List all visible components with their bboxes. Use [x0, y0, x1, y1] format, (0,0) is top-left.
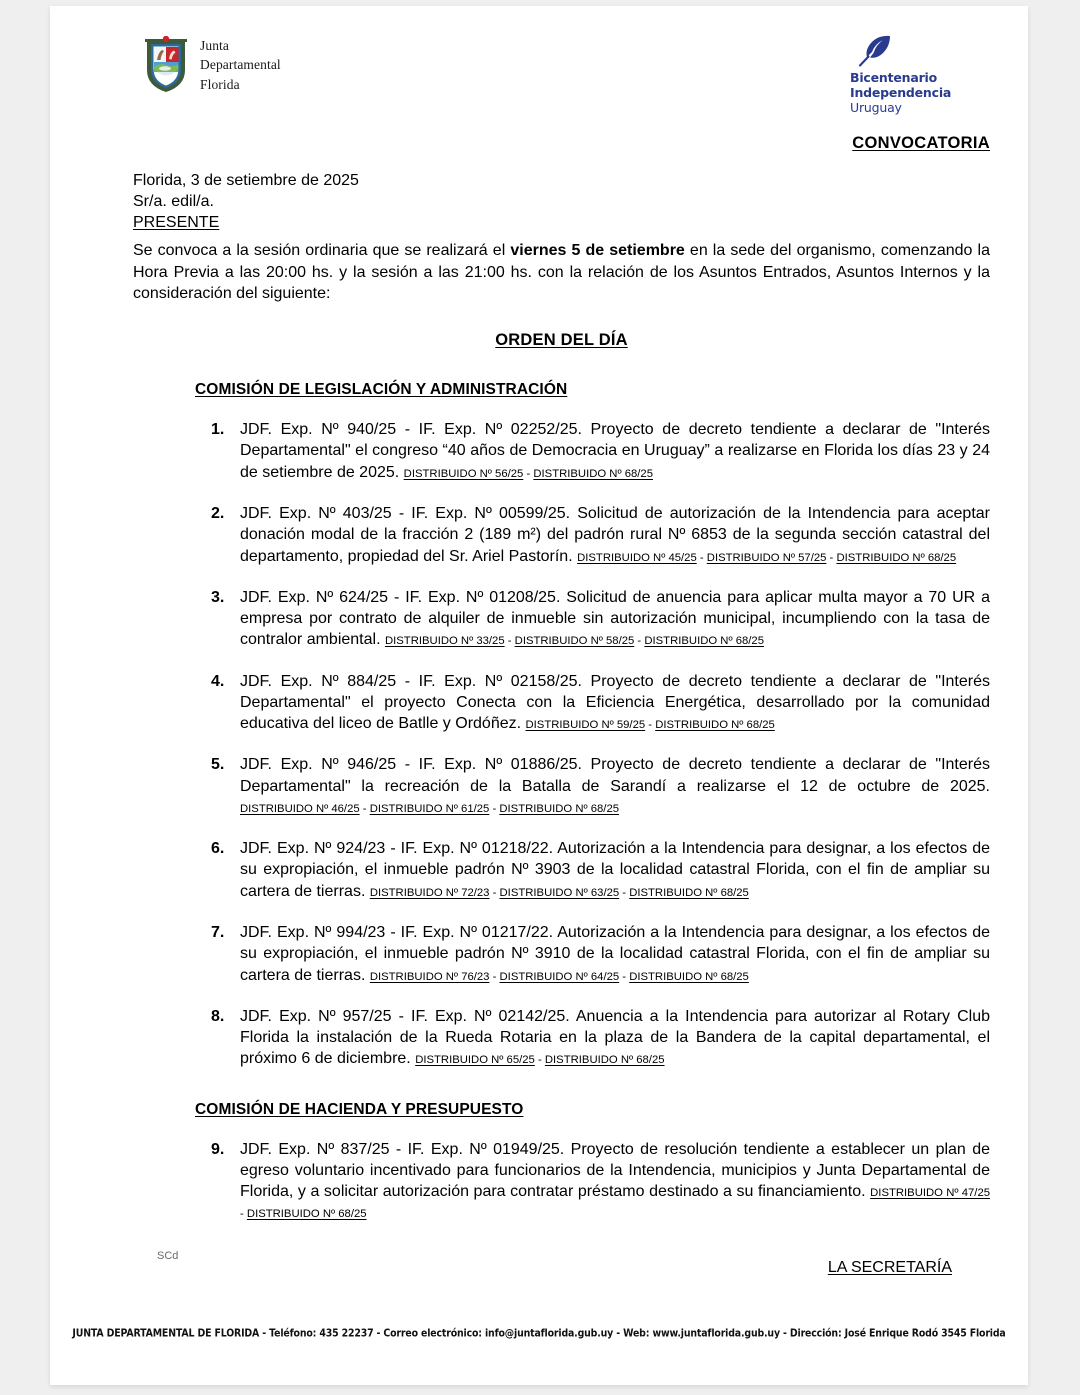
- agenda-title: [133, 331, 990, 350]
- intro-after: en la sede del organismo, comenzando la Hora Previa a las 20:00 hs. y la sesión a las 21:00 hs. con la relación de los Asuntos Entrados, Asuntos Internos y la consideración del siguiente:: [133, 242, 990, 302]
- bicentenario-line-3: Uruguay: [850, 99, 902, 115]
- commission-heading-text: COMISIÓN DE HACIENDA Y PRESUPUESTO: [195, 1100, 524, 1118]
- typist-initials: SCd: [157, 1250, 179, 1262]
- agenda-item: [133, 671, 990, 735]
- distribuido-reference: DISTRIBUIDO Nº 58/25: [514, 635, 635, 648]
- distribuido-separator: -: [634, 635, 645, 648]
- agenda-list: [133, 1139, 990, 1224]
- distribuido-separator: -: [645, 719, 656, 732]
- agenda-item-text: JDF. Exp. Nº 624/25 - IF. Exp. Nº 01208/25. Solicitud de anuencia para aplicar multa mayor a 70 UR a empresa por contrato de alquiler de inmueble sin autorización municipal, incumpliendo con la tasa de contralor ambiental.: [240, 588, 990, 649]
- document-footer: JUNTA DEPARTAMENTAL DE FLORIDA - Teléfono: 435 22237 - Correo electrónico: info@juntaflorida.gub.uy - Web: www.juntaflorida.gub.uy - Dirección: José Enrique Rodó 3545 Florida: [72, 1327, 1006, 1340]
- agenda-item: [133, 838, 990, 902]
- agenda-item: [133, 754, 990, 818]
- closing-signature: [133, 1259, 952, 1277]
- commissions-container: [133, 381, 990, 1223]
- coat-of-arms-icon: [143, 36, 189, 94]
- distribuido-reference: DISTRIBUIDO Nº 63/25: [499, 886, 620, 899]
- agenda-item-number: 4.: [211, 672, 225, 690]
- distribuido-reference: DISTRIBUIDO Nº 68/25: [629, 886, 749, 899]
- agenda-item: [133, 922, 990, 986]
- agenda-item-number: 8.: [211, 1007, 225, 1025]
- intro-before: Se convoca a la sesión ordinaria que se realizará el: [133, 242, 511, 260]
- distribuido-separator: -: [489, 802, 500, 815]
- bicentenario-line-2: Independencia: [850, 84, 952, 100]
- bicentenario-line-1: Bicentenario: [850, 70, 938, 85]
- junta-departamental-brand: [143, 36, 281, 94]
- agenda-title-text: ORDEN DEL DÍA: [495, 331, 628, 350]
- distribuido-reference: DISTRIBUIDO Nº 68/25: [836, 551, 957, 564]
- present-label: [133, 213, 990, 234]
- distribuido-separator: -: [696, 551, 707, 564]
- distribuido-separator: -: [489, 970, 500, 983]
- agenda-item-number: 3.: [211, 588, 225, 606]
- distribuido-reference: DISTRIBUIDO Nº 64/25: [499, 970, 620, 983]
- agenda-item: [133, 587, 990, 651]
- distribuido-reference: DISTRIBUIDO Nº 68/25: [629, 970, 749, 983]
- distribuido-separator: -: [826, 551, 837, 564]
- distribuido-separator: -: [240, 1208, 247, 1221]
- distribuido-separator: -: [489, 886, 500, 899]
- distribuido-separator: -: [359, 802, 370, 815]
- document-header: [50, 6, 1028, 116]
- bicentenario-brand-text: [850, 71, 970, 115]
- junta-brand-text: [200, 36, 281, 93]
- document-title-text: CONVOCATORIA: [852, 134, 990, 152]
- distribuido-reference: DISTRIBUIDO Nº 68/25: [655, 719, 775, 732]
- feather-icon: [850, 34, 970, 68]
- agenda-item-text: JDF. Exp. Nº 994/23 - IF. Exp. Nº 01217/22. Autorización a la Intendencia para designar, a los efectos de su expropiación, el inmueble padrón Nº 3910 de la localidad catastral Florida, con el fin de ampliar su cartera de tierras.: [240, 923, 990, 984]
- distribuido-separator: -: [523, 467, 534, 480]
- distribuido-separator: -: [619, 970, 630, 983]
- commission-heading: [195, 381, 990, 399]
- agenda-list: [133, 419, 990, 1069]
- agenda-item-text: JDF. Exp. Nº 837/25 - IF. Exp. Nº 01949/25. Proyecto de resolución tendiente a establecer un plan de egreso voluntario incentivado para funcionarios de la Intendencia, municipios y Junta Departamental de Florida, y a solicitar autorización para contratar préstamo destinado a su financiamiento.: [240, 1140, 990, 1201]
- agenda-item: [133, 1139, 990, 1224]
- distribuido-separator: -: [619, 886, 630, 899]
- addressee: Sr/a. edil/a.: [133, 192, 214, 210]
- session-date: viernes 5 de setiembre: [510, 242, 685, 260]
- distribuido-reference: DISTRIBUIDO Nº 68/25: [246, 1208, 367, 1221]
- distribuido-reference: DISTRIBUIDO Nº 72/23: [369, 886, 490, 899]
- distribuido-separator: -: [504, 635, 515, 648]
- agenda-item-number: 1.: [211, 421, 225, 439]
- distribuido-reference: DISTRIBUIDO Nº 47/25: [870, 1187, 991, 1200]
- commission-heading-text: COMISIÓN DE LEGISLACIÓN Y ADMINISTRACIÓN: [195, 381, 568, 399]
- distribuido-reference: DISTRIBUIDO Nº 56/25: [403, 467, 524, 480]
- closing-text: LA SECRETARÍA: [827, 1258, 952, 1276]
- agenda-item-text: JDF. Exp. Nº 957/25 - IF. Exp. Nº 02142/25. Anuencia a la Intendencia para autorizar al Rotary Club Florida la instalación de la Rueda Rotaria en la plaza de la Bandera de la capital departamental, el próximo 6 de diciembre.: [240, 1007, 990, 1068]
- bicentenario-brand: [850, 34, 970, 115]
- agenda-item-text: JDF. Exp. Nº 403/25 - IF. Exp. Nº 00599/25. Solicitud de autorización de la Intendencia para aceptar donación modal de la fracción 2 (189 m²) del padrón rural Nº 6853 de la segunda sección catastral del departamento, propiedad del Sr. Ariel Pastorín.: [240, 504, 990, 565]
- document-title: [133, 134, 990, 153]
- distribuido-reference: DISTRIBUIDO Nº 76/23: [369, 970, 490, 983]
- distribuido-reference: DISTRIBUIDO Nº 68/25: [644, 635, 764, 648]
- agenda-item-text: JDF. Exp. Nº 884/25 - IF. Exp. Nº 02158/25. Proyecto de decreto tendiente a declarar de "Interés Departamental" el proyecto Conecta con la Eficiencia Energética, desarrollado por la comunidad educativa del liceo de Batlle y Ordóñez.: [240, 672, 990, 733]
- distribuido-reference: DISTRIBUIDO Nº 61/25: [369, 802, 490, 815]
- present-text: PRESENTE: [133, 213, 220, 231]
- agenda-item: [133, 419, 990, 483]
- distribuido-reference: DISTRIBUIDO Nº 33/25: [384, 635, 505, 648]
- distribuido-reference: DISTRIBUIDO Nº 57/25: [706, 551, 827, 564]
- document-page: [50, 6, 1028, 1385]
- agenda-item: [133, 503, 990, 567]
- agenda-item-number: 9.: [211, 1140, 225, 1158]
- distribuido-reference: DISTRIBUIDO Nº 68/25: [544, 1054, 665, 1067]
- agenda-item-number: 7.: [211, 923, 225, 941]
- distribuido-reference: DISTRIBUIDO Nº 46/25: [240, 802, 360, 815]
- distribuido-reference: DISTRIBUIDO Nº 68/25: [499, 802, 620, 815]
- agenda-item-number: 5.: [211, 756, 225, 774]
- brand-line-2: Departamental: [200, 57, 281, 73]
- brand-line-1: Junta: [200, 38, 229, 54]
- distribuido-reference: DISTRIBUIDO Nº 68/25: [533, 467, 653, 480]
- convocation-paragraph: [133, 240, 990, 304]
- agenda-item-text: JDF. Exp. Nº 946/25 - IF. Exp. Nº 01886/25. Proyecto de decreto tendiente a declarar de "Interés Departamental" la recreación de la Batalla de Sarandí a realizarse el 12 de octubre de 2025.: [240, 756, 990, 795]
- commission-heading: [195, 1101, 990, 1119]
- distribuido-reference: DISTRIBUIDO Nº 59/25: [525, 719, 646, 732]
- brand-line-3: Florida: [200, 76, 240, 92]
- distribuido-separator: -: [534, 1054, 545, 1067]
- distribuido-reference: DISTRIBUIDO Nº 65/25: [415, 1054, 535, 1067]
- agenda-item-text: JDF. Exp. Nº 940/25 - IF. Exp. Nº 02252/25. Proyecto de decreto tendiente a declarar de "Interés Departamental" el congreso “40 años de Democracia en Uruguay” a realizarse en Florida los días 23 y 24 de setiembre de 2025.: [240, 421, 990, 481]
- agenda-item: [133, 1006, 990, 1070]
- agenda-item-number: 6.: [211, 840, 225, 858]
- agenda-item-number: 2.: [211, 504, 225, 522]
- document-body: [133, 134, 990, 1277]
- agenda-item-text: JDF. Exp. Nº 924/23 - IF. Exp. Nº 01218/22. Autorización a la Intendencia para designar, a los efectos de su expropiación, el inmueble padrón Nº 3903 de la localidad catastral Florida, con el fin de ampliar su cartera de tierras.: [240, 840, 990, 900]
- distribuido-reference: DISTRIBUIDO Nº 45/25: [577, 551, 697, 564]
- place-and-date: Florida, 3 de setiembre de 2025: [133, 172, 359, 189]
